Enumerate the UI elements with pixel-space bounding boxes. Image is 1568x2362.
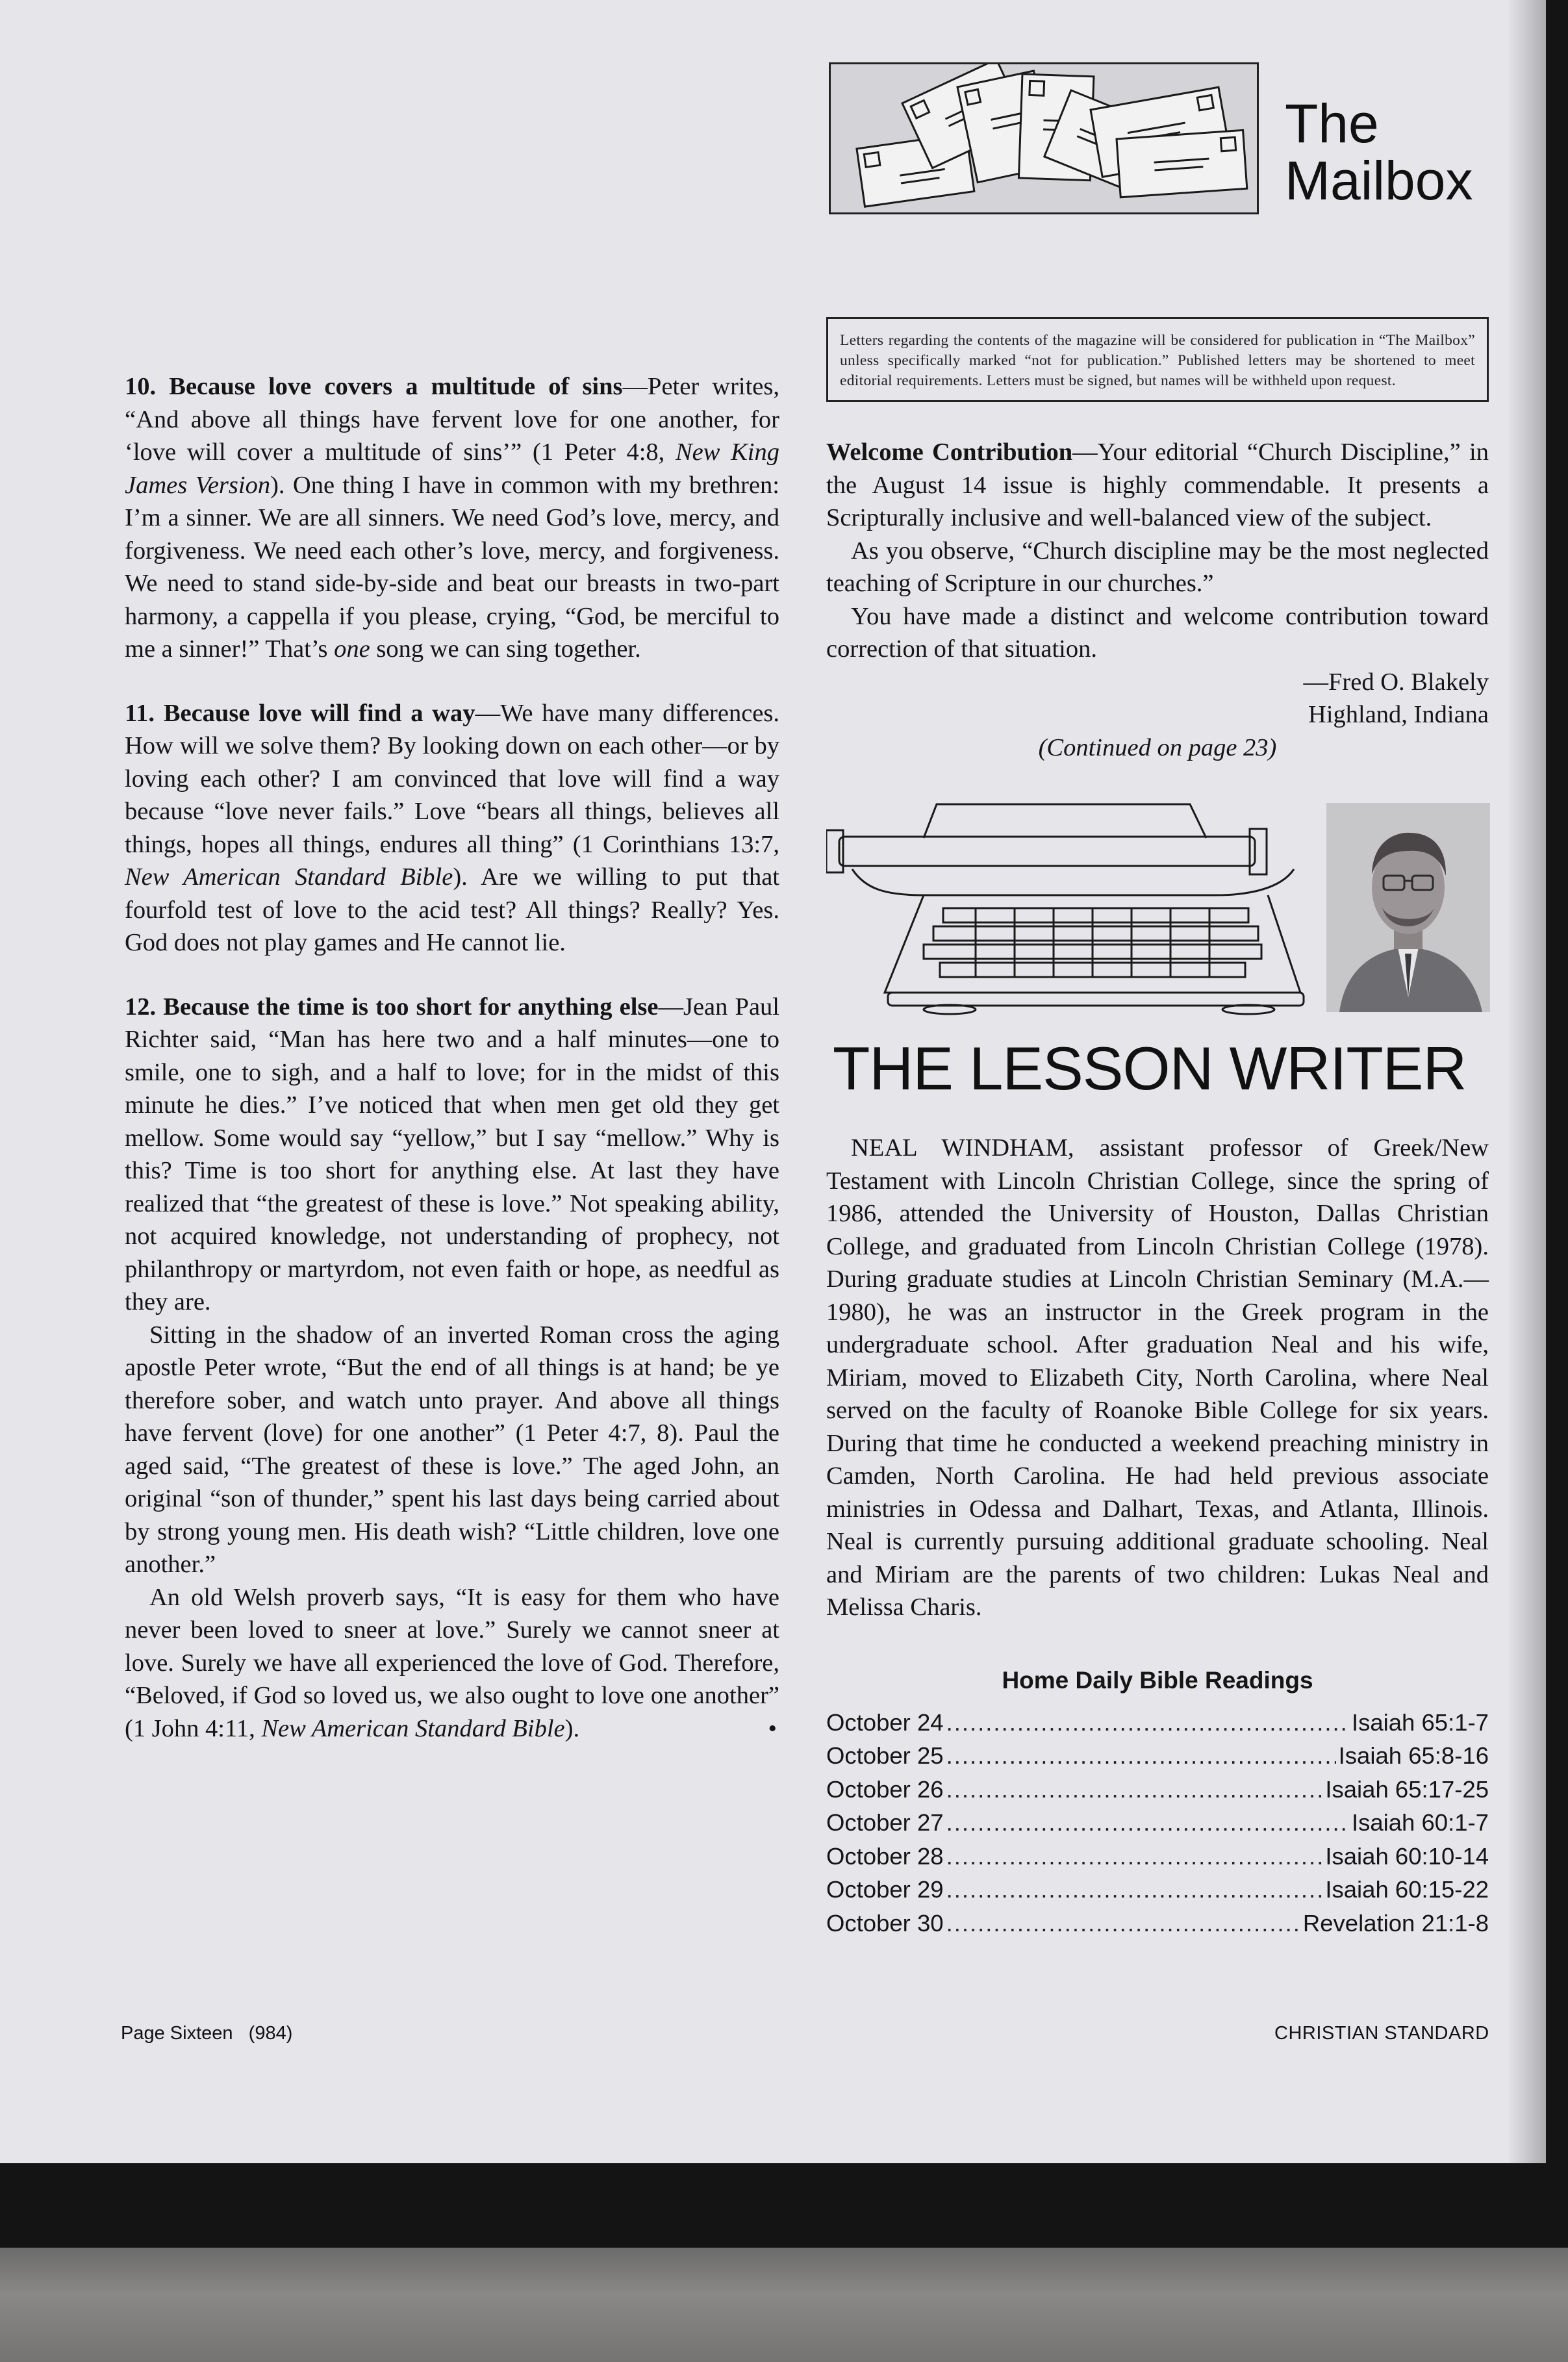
mailbox-notice: Letters regarding the contents of the magazine will be considered for publication in “The Mailbox” unless specifically marked “not for publication.” Published letters may be shortened to meet editorial requirements. Letters must be signed, but names will be withheld upon request.	[826, 317, 1489, 402]
text-run: ).	[564, 1714, 580, 1742]
letter	[826, 436, 1489, 764]
reading-row	[826, 1907, 1489, 1940]
reading-date: October 30	[826, 1909, 944, 1937]
point-heading: 12. Because the time is too short for anything else	[125, 993, 659, 1021]
reading-reference: Isaiah 60:15-22	[1325, 1876, 1489, 1903]
leader-dots	[946, 1706, 1349, 1740]
portrait-icon	[1326, 803, 1490, 1012]
letter-text: —Your editorial “Church Discipline,” in the August 14 issue is highly commendable. It presents a Scripturally inclusive and well-balanced view of the subject.	[826, 438, 1489, 531]
leader-dots	[946, 1840, 1323, 1873]
reading-reference: Isaiah 65:17-25	[1325, 1775, 1489, 1803]
leader-dots	[946, 1773, 1323, 1807]
article-paragraph	[125, 697, 779, 959]
italic-citation: one	[334, 635, 370, 663]
italic-citation: New American Standard Bible	[261, 1714, 565, 1742]
reading-date: October 27	[826, 1809, 944, 1836]
article-paragraph	[125, 991, 779, 1319]
leader-dots	[946, 1739, 1336, 1773]
reading-reference: Isaiah 60:1-7	[1351, 1809, 1489, 1836]
leader-dots	[946, 1873, 1323, 1907]
mailbox-title-line2: Mailbox	[1285, 150, 1473, 211]
letter-signature-place: Highland, Indiana	[1308, 701, 1489, 728]
italic-citation: New King James Version	[125, 438, 779, 499]
lesson-writer-art	[826, 798, 1489, 1025]
reading-row	[826, 1773, 1489, 1807]
mailbox-header	[826, 62, 1489, 213]
lesson-writer-title: THE LESSON WRITER	[833, 1034, 1467, 1102]
daily-readings	[826, 1664, 1489, 1940]
envelopes-icon	[831, 64, 1257, 212]
reading-reference: Revelation 21:1-8	[1302, 1909, 1489, 1937]
writer-bio	[826, 1132, 1489, 1624]
point-heading: 11. Because love will find a way	[125, 699, 475, 727]
reading-row	[826, 1873, 1489, 1907]
reading-reference: Isaiah 65:1-7	[1351, 1708, 1489, 1736]
right-column	[826, 62, 1489, 1940]
letter-paragraph: As you observe, “Church discipline may be the most neglected teaching of Scripture in our churches.”	[826, 537, 1489, 597]
reading-reference: Isaiah 60:10-14	[1325, 1842, 1489, 1870]
reading-date: October 25	[826, 1742, 944, 1769]
text-run: ). Are we willing to put that fourfold test of love to the acid test? All things? Really? Yes. God does not play games and He cannot lie.	[125, 863, 779, 956]
article-point	[125, 370, 779, 666]
point-heading: 10. Because love covers a multitude of sins	[125, 373, 623, 400]
article-paragraph	[125, 1319, 779, 1581]
article-point	[125, 991, 779, 1746]
letter-paragraph	[826, 436, 1489, 535]
reading-row	[826, 1806, 1489, 1840]
article-paragraph	[125, 1581, 779, 1746]
text-run: ). One thing I have in common with my brethren: I’m a sinner. We are all sinners. We need God’s love, mercy, and forgiveness. We need each other’s love, mercy, and forgiveness. We need to stand side-by-side and beat our breasts in two-part harmony, a cappella if you please, crying, “God, be merciful to me a sinner!” That’s	[125, 471, 779, 663]
end-mark: •	[768, 1714, 777, 1742]
background-surface	[0, 2248, 1568, 2362]
letter-lead: Welcome Contribution	[826, 438, 1073, 466]
writer-bio-text: NEAL WINDHAM, assistant professor of Greek/New Testament with Lincoln Christian College, since the spring of 1986, attended the University of Houston, Dallas Christian College, and graduated from Lincoln Christian College (1978). During graduate studies at Lincoln Christian Seminary (M.A.—1980), he was an instructor in the Greek program in the undergraduate school. After graduation Neal and his wife, Miriam, moved to Elizabeth City, North Carolina, where Neal served on the faculty of Roanoke Bible College for six years. During that time he conducted a weekend preaching ministry in Camden, North Carolina. He had held previous associate ministries in Odessa and Dalhart, Texas, and Atlanta, Illinois. Neal is currently pursuing additional graduate schooling. Neal and Miriam are the parents of two children: Lukas Neal and Melissa Charis.	[826, 1134, 1489, 1621]
text-run: An old Welsh proverb says, “It is easy for them who have never been loved to sneer at love.” Surely we cannot sneer at love. Surely we have all experienced the love of God. Therefore, “Beloved, if God so loved us, we also ought to love one another” (1 John 4:11,	[125, 1583, 779, 1742]
mailbox-title-line1: The	[1285, 93, 1379, 154]
reading-date: October 26	[826, 1775, 944, 1803]
readings-title: Home Daily Bible Readings	[1002, 1666, 1313, 1694]
leader-dots	[946, 1806, 1349, 1840]
writer-photo	[1326, 803, 1490, 1012]
page-number: Page Sixteen (984)	[121, 2023, 293, 2044]
envelopes-illustration	[829, 62, 1259, 214]
text-run: —Peter writes, “And above all things have fervent love for one another, for ‘love will cover a multitude of sins’” (1 Peter 4:8,	[125, 373, 779, 466]
typewriter-icon	[826, 798, 1320, 1019]
reading-date: October 29	[826, 1876, 944, 1903]
reading-date: October 28	[826, 1842, 944, 1870]
reading-row	[826, 1706, 1489, 1740]
text-run: song we can sing together.	[370, 635, 641, 663]
reading-row	[826, 1739, 1489, 1773]
text-run: —We have many differences. How will we solve them? By looking down on each other—or by loving each other? I am convinced that love will find a way because “love never fails.” Love “bears all things, believes all things, hopes all things, endures all thing” (1 Corinthians 13:7,	[125, 699, 779, 858]
mailbox-title	[1285, 95, 1473, 209]
text-run: —Jean Paul Richter said, “Man has here two and a half minutes—one to smile, one to sigh, and a half to love; for in the midst of this minute he dies.” I’ve noticed that when men get old they get mellow. Some would say “yellow,” but I say “mellow.” Why is this? Time is too short for anything else. At last they have realized that “the greatest of these is love.” Not speaking ability, not acquired knowledge, not understanding of prophecy, not philanthropy or martyrdom, not even faith or hope, as needful as they are.	[125, 993, 779, 1315]
italic-citation: New American Standard Bible	[125, 863, 453, 891]
article-point	[125, 697, 779, 959]
reading-date: October 24	[826, 1708, 944, 1736]
continued-note: (Continued on page 23)	[1038, 733, 1277, 761]
publication-name: CHRISTIAN STANDARD	[1274, 2023, 1489, 2044]
reading-row	[826, 1840, 1489, 1873]
article-paragraph	[125, 370, 779, 666]
article-continuation	[125, 370, 779, 1776]
readings-list	[826, 1706, 1489, 1940]
letter-paragraph: You have made a distinct and welcome contribution toward correction of that situation.	[826, 602, 1489, 663]
letter-signature-name: —Fred O. Blakely	[1303, 668, 1489, 696]
text-run: Sitting in the shadow of an inverted Roman cross the aging apostle Peter wrote, “But the end of all things is at hand; be ye therefore sober, and watch unto prayer. And above all things have fervent (love) for one another” (1 Peter 4:7, 8). Paul the aged said, “The greatest of these is love.” The aged John, an original “son of thunder,” spent his last days being carried about by strong young men. His death wish? “Little children, love one another.”	[125, 1321, 779, 1578]
reading-reference: Isaiah 65:8-16	[1338, 1742, 1489, 1769]
leader-dots	[946, 1907, 1300, 1940]
